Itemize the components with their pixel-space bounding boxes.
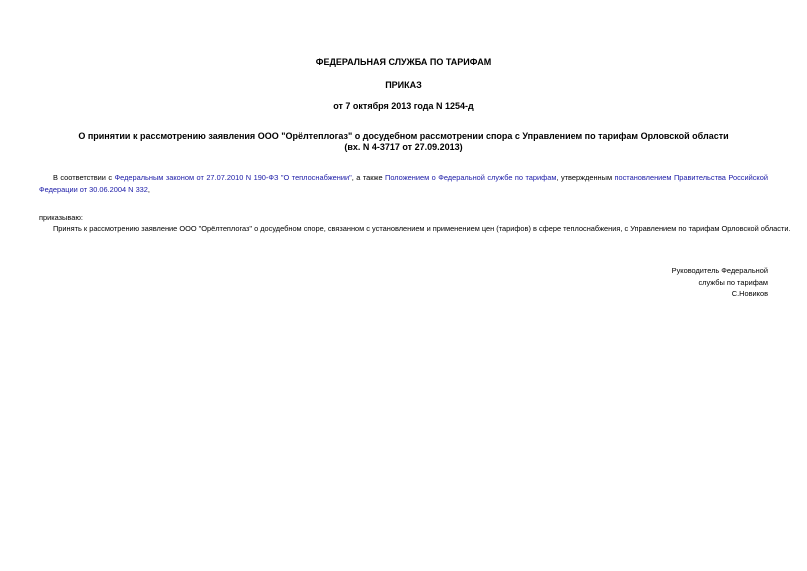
document-title-line-1: О принятии к рассмотрению заявления ООО "Орёлтеплогаз" о досудебном рассмотрении спора с Управлением по тарифам Орловской области: [78, 131, 729, 141]
document-title-line-2: (вх. N 4-3717 от 27.09.2013): [344, 142, 463, 152]
preamble-text-4: ,: [147, 184, 150, 194]
preamble-text-1: В соответствии с: [53, 173, 115, 182]
fst-regulation-link[interactable]: Положением о Федеральной службе по тарифам: [385, 173, 557, 182]
date-number-heading: от 7 октября 2013 года N 1254-д: [333, 101, 474, 111]
document-title: [0, 131, 807, 153]
order-text: Принять к рассмотрению заявление ООО "Орёлтеплогаз" о досудебном споре, связанном с установлением и применением цен (тарифов) в сфере теплоснабжения, с Управлением по тарифам Орловской области.: [53, 224, 791, 233]
government-decree-link[interactable]: постановлением Правительства Российской Федерации от 30.06.2004 N 332: [39, 173, 768, 194]
federal-law-link[interactable]: Федеральным законом от 27.07.2010 N 190-ФЗ "О теплоснабжении": [114, 173, 352, 182]
order-intro: приказываю:: [39, 213, 83, 222]
preamble-text-2: , а также: [351, 173, 386, 182]
signature-position-line-2: службы по тарифам: [698, 277, 768, 287]
agency-heading: ФЕДЕРАЛЬНАЯ СЛУЖБА ПО ТАРИФАМ: [315, 57, 492, 67]
document-type-heading: ПРИКАЗ: [385, 80, 422, 90]
preamble-text-3: , утвержденным: [556, 173, 615, 182]
signature-name: С.Новиков: [731, 289, 768, 298]
preamble-paragraph: [39, 172, 768, 195]
signature-block: [672, 265, 768, 300]
signature-position-line-1: Руководитель Федеральной: [671, 266, 768, 275]
